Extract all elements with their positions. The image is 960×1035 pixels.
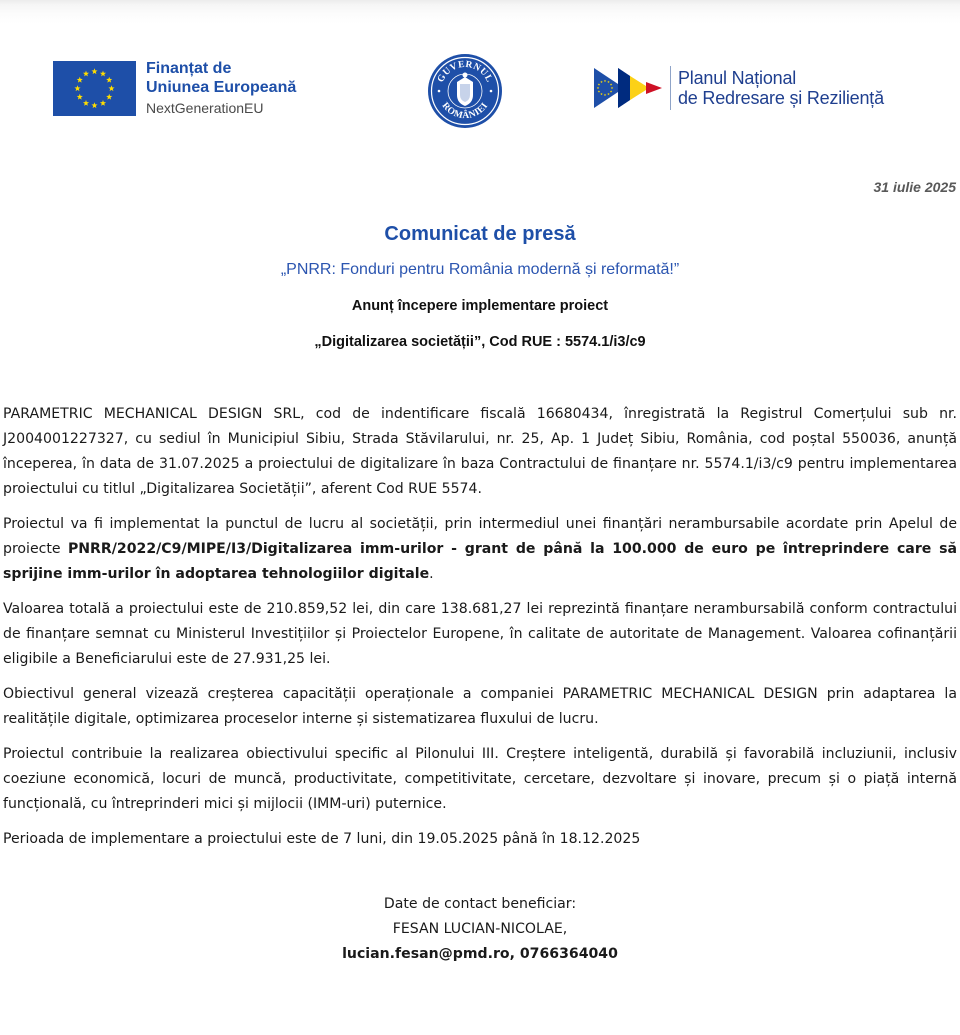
eu-logo-text <box>146 59 296 118</box>
eu-funding-logo <box>53 61 296 118</box>
contact-name: FESAN LUCIAN-NICOLAE, <box>392 921 568 937</box>
paragraph-company: PARAMETRIC MECHANICAL DESIGN SRL, cod de indentificare fiscală 16680434, înregistrată la Registrul Comerțului sub nr. J2004001227327, cu sediul în Municipiul Sibiu, Strada Stăvilarului, nr. 25, Ap. 1 Județ Sibiu, România, cod poștal 550036, anunță începerea, în data de 31.07.2025 a proiectului de digitalizare în baza Contractului de finanțare nr. 5574.1/i3/c9 pentru implementarea proiectului cu titlul „Digitalizarea Societății”, aferent Cod RUE 5574. <box>3 406 957 497</box>
project-heading: „Digitalizarea societății”, Cod RUE : 5574.1/i3/c9 <box>314 334 646 350</box>
pnrr-line2: de Redresare și Reziliență <box>678 88 884 108</box>
star-icon <box>77 94 83 100</box>
star-icon <box>77 77 83 83</box>
announcement-heading: Anunț începere implementare proiect <box>351 298 609 314</box>
press-release-date: 31 iulie 2025 <box>873 179 956 195</box>
paragraph-implementation-start: Proiectul va fi implementat la punctul de lucru al societății, prin intermediul unei finanțări nerambursabile acordate prin Apelul de proiecte <box>3 516 957 557</box>
star-icon <box>100 71 106 77</box>
pnrr-line1: Planul Național <box>678 68 797 88</box>
contact-block <box>0 892 960 967</box>
eu-flag-icon <box>53 61 136 116</box>
paragraph-value: Valoarea totală a proiectului este de 210.859,52 lei, din care 138.681,27 lei reprezintă finanțare nerambursabilă conform contractului de finanțare semnat cu Ministerul Investițiilor și Proiectelor Europene, în calitate de autoritate de Management. Valoarea cofinanțării eligibile a Beneficiarului este de 27.931,25 lei. <box>3 601 957 667</box>
star-icon <box>74 85 80 91</box>
logo-strip <box>0 50 960 130</box>
seal-bottom-text: ROMÂNIEI <box>439 100 491 122</box>
star-icon <box>106 94 112 100</box>
star-icon <box>83 71 89 77</box>
eu-logo-line3: NextGenerationEU <box>146 100 264 116</box>
call-name-bold: PNRR/2022/C9/MIPE/I3/Digitalizarea imm-urilor - grant de până la 100.000 de euro pe întreprindere care să sprijine imm-urilor în adoptarea tehnologiilor digitale <box>3 541 957 582</box>
star-icon <box>91 68 97 74</box>
star-icon <box>91 102 97 108</box>
paragraph-implementation-end: . <box>429 566 434 582</box>
eu-logo-line2: Uniunea Europeană <box>146 79 297 96</box>
star-icon <box>83 100 89 106</box>
paragraph-period: Perioada de implementare a proiectului este de 7 luni, din 19.05.2025 până în 18.12.2025 <box>3 831 641 847</box>
pnrr-divider <box>670 66 671 110</box>
page-subtitle: „PNRR: Fonduri pentru România modernă și reformată!” <box>280 261 680 278</box>
star-icon <box>108 85 114 91</box>
press-release-body <box>3 402 957 862</box>
pnrr-arrows-icon <box>594 68 666 108</box>
contact-email-phone[interactable]: lucian.fesan@pmd.ro, 0766364040 <box>342 946 618 962</box>
guvernul-romaniei-seal-icon <box>427 53 503 129</box>
paragraph-implementation <box>3 512 957 587</box>
page-title: Comunicat de presă <box>384 223 576 245</box>
star-icon <box>100 100 106 106</box>
star-icon <box>106 77 112 83</box>
paragraph-objective: Obiectivul general vizează creșterea capacității operaționale a companiei PARAMETRIC MECHANICAL DESIGN prin adaptarea la realitățile digitale, optimizarea proceselor interne și sistematizarea fluxului de lucru. <box>3 686 957 727</box>
eu-logo-line1: Finanțat de <box>146 60 232 77</box>
contact-label: Date de contact beneficiar: <box>383 896 577 912</box>
top-shadow-bar <box>0 0 960 24</box>
seal-top-text: GUVERNUL <box>435 59 495 85</box>
pnrr-logo <box>594 66 884 110</box>
pnrr-logo-text <box>678 68 884 108</box>
paragraph-contribution: Proiectul contribuie la realizarea obiectivului specific al Pilonului III. Creștere inteligentă, durabilă și favorabilă incluziunii, inclusiv coeziune economică, locuri de muncă, productivitate, competitivitate, cercetare, dezvoltare și inovare, precum și o piață internă funcțională, cu întreprinderi mici și mijlocii (IMM-uri) puternice. <box>3 746 957 812</box>
